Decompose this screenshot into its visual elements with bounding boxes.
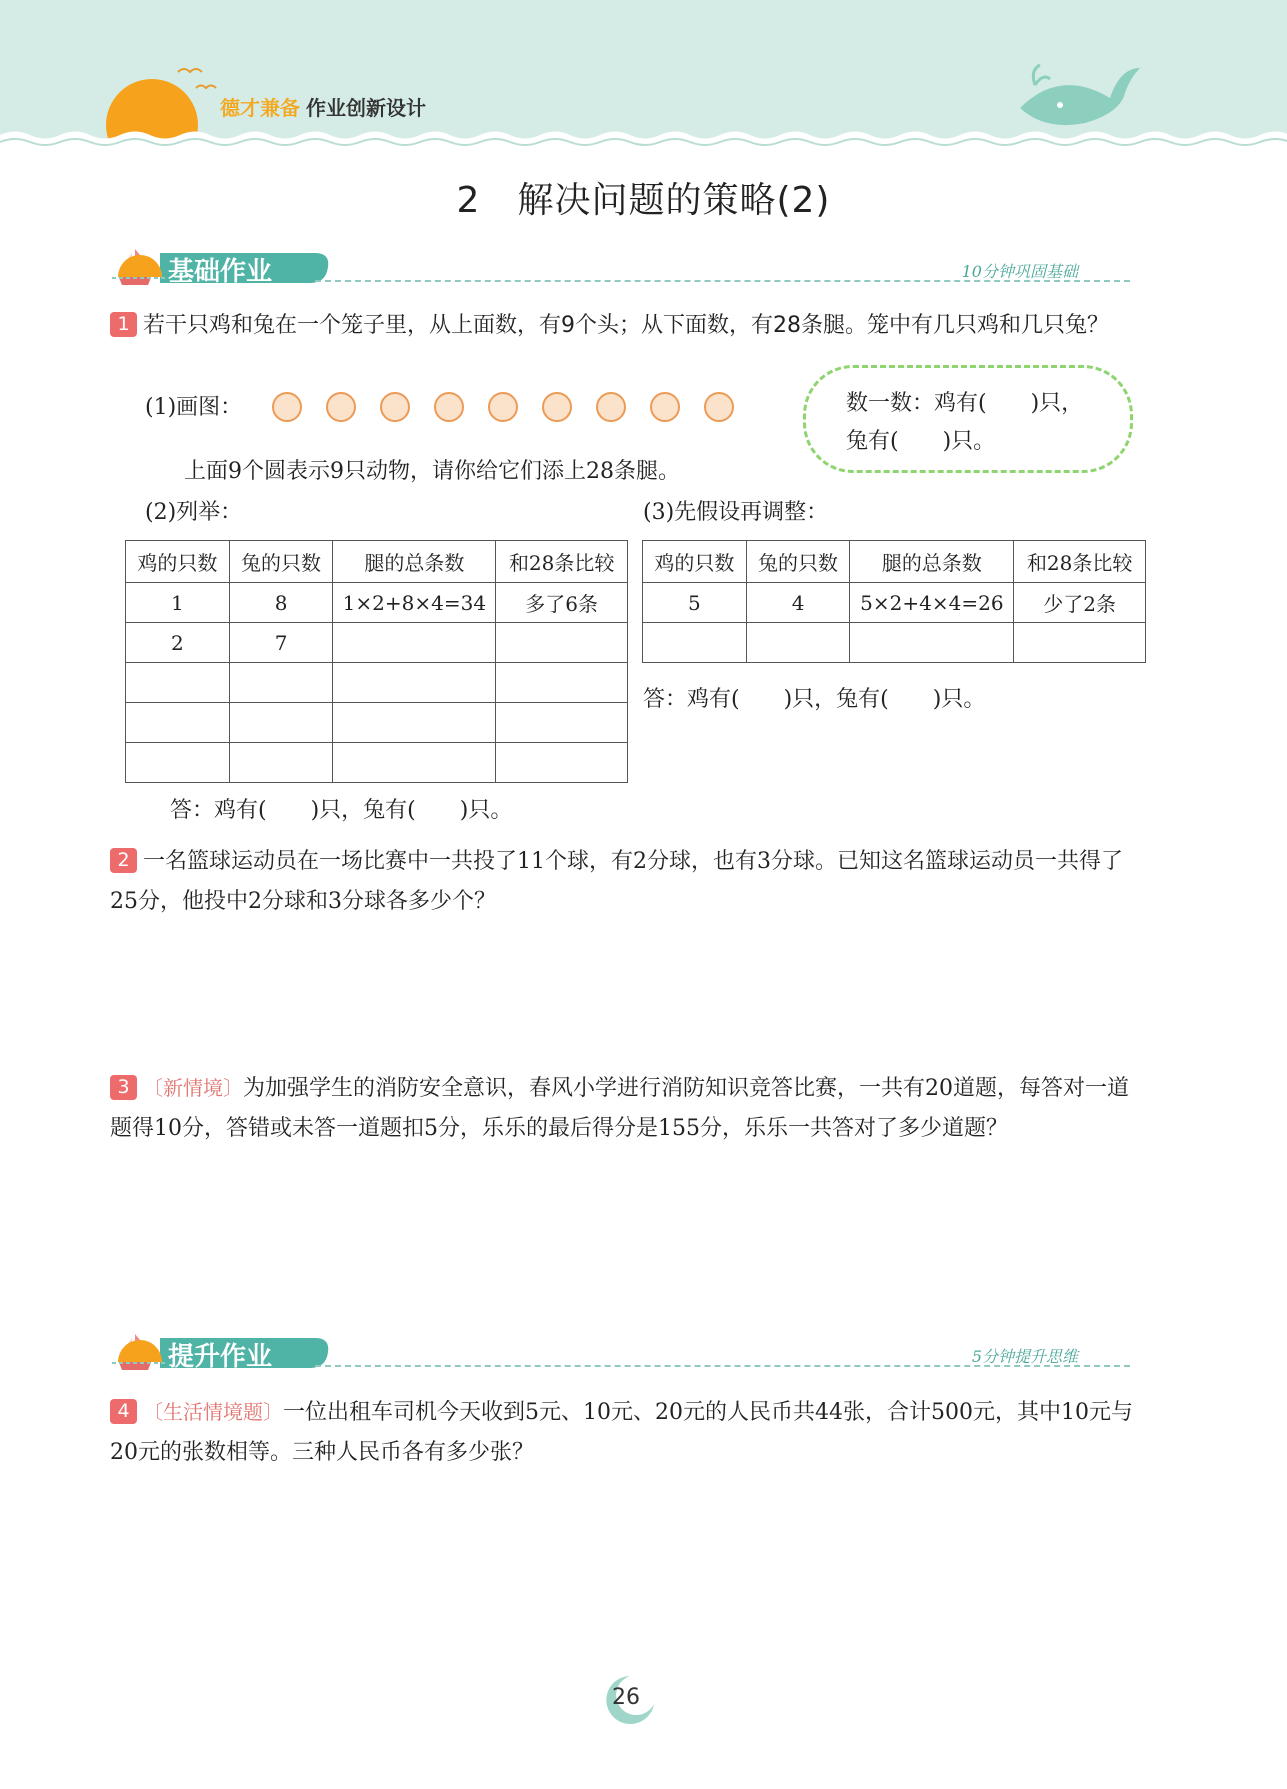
table-cell[interactable] bbox=[126, 663, 230, 703]
count-bubble bbox=[803, 365, 1133, 473]
animal-circle bbox=[542, 392, 572, 422]
q1-answer-list: 答：鸡有( )只，兔有( )只。 bbox=[170, 798, 513, 823]
q3-text bbox=[110, 1068, 1150, 1149]
table-cell[interactable] bbox=[229, 663, 333, 703]
assume-table-row bbox=[643, 623, 1146, 663]
table-header-cell: 腿的总条数 bbox=[333, 541, 496, 583]
table-cell[interactable] bbox=[126, 743, 230, 783]
section-label-advanced: 提升作业 bbox=[168, 1342, 273, 1372]
bubble-line-2: 兔有( )只。 bbox=[846, 429, 996, 454]
list-table bbox=[125, 540, 628, 783]
q4-text bbox=[110, 1392, 1150, 1473]
table-cell: 1×2+8×4=34 bbox=[333, 583, 496, 623]
table-cell: 8 bbox=[229, 583, 333, 623]
brand-colored: 德才兼备 bbox=[220, 96, 300, 120]
table-cell[interactable] bbox=[229, 743, 333, 783]
animal-circle bbox=[704, 392, 734, 422]
assume-table bbox=[642, 540, 1146, 663]
table-header-cell: 和28条比较 bbox=[496, 541, 628, 583]
q1-text bbox=[110, 306, 1150, 346]
q1-number: 1 bbox=[110, 312, 137, 337]
brand-rest: 作业创新设计 bbox=[306, 96, 426, 120]
table-cell[interactable] bbox=[1014, 623, 1146, 663]
table-cell[interactable] bbox=[496, 623, 628, 663]
section-bar-advanced bbox=[110, 1330, 1150, 1380]
page-title: 2 解决问题的策略(2) bbox=[456, 180, 831, 221]
table-cell[interactable] bbox=[126, 703, 230, 743]
animal-circle bbox=[434, 392, 464, 422]
table-cell: 2 bbox=[126, 623, 230, 663]
animal-circle bbox=[326, 392, 356, 422]
whale-icon bbox=[1020, 65, 1140, 125]
sunset-icon bbox=[110, 245, 170, 285]
bubble-line-1: 数一数：鸡有( )只， bbox=[846, 391, 1084, 416]
animal-circle bbox=[488, 392, 518, 422]
table-cell: 7 bbox=[229, 623, 333, 663]
animal-circle bbox=[380, 392, 410, 422]
q4-prompt: 一位出租车司机今天收到5元、10元、20元的人民币共44张，合计500元，其中10元与20元的张数相等。三种人民币各有多少张？ bbox=[110, 1400, 1133, 1465]
animal-circle bbox=[650, 392, 680, 422]
q3-number: 3 bbox=[110, 1075, 137, 1100]
section-label-basic: 基础作业 bbox=[168, 257, 273, 287]
q1-answer-assume: 答：鸡有( )只，兔有( )只。 bbox=[643, 687, 986, 712]
page-number-text: 26 bbox=[612, 1685, 640, 1710]
section-bar-basic bbox=[110, 245, 1150, 295]
list-table-row bbox=[126, 703, 628, 743]
table-cell[interactable] bbox=[333, 663, 496, 703]
assume-table-row bbox=[643, 583, 1146, 623]
q4-number: 4 bbox=[110, 1399, 137, 1424]
table-cell[interactable] bbox=[496, 703, 628, 743]
list-table-row bbox=[126, 743, 628, 783]
page-number bbox=[600, 1670, 660, 1730]
section-hint-advanced: 5分钟提升思维 bbox=[971, 1347, 1078, 1366]
q2-prompt: 一名篮球运动员在一场比赛中一共投了11个球，有2分球，也有3分球。已知这名篮球运动员一共得了25分，他投中2分球和3分球各多少个？ bbox=[110, 849, 1123, 914]
table-cell: 1 bbox=[126, 583, 230, 623]
table-cell: 5×2+4×4=26 bbox=[850, 583, 1014, 623]
table-cell: 少了2条 bbox=[1014, 583, 1146, 623]
section-hint-basic: 10分钟巩固基础 bbox=[961, 262, 1078, 281]
table-header-cell: 腿的总条数 bbox=[850, 541, 1014, 583]
animal-circle bbox=[596, 392, 626, 422]
table-cell[interactable] bbox=[850, 623, 1014, 663]
q3-tag: 〔新情境〕 bbox=[143, 1076, 243, 1100]
table-cell[interactable] bbox=[333, 623, 496, 663]
table-cell[interactable] bbox=[333, 703, 496, 743]
q3-prompt: 为加强学生的消防安全意识，春风小学进行消防知识竞答比赛，一共有20道题，每答对一道题得10分，答错或未答一道题扣5分，乐乐的最后得分是155分，乐乐一共答对了多少道题？ bbox=[110, 1076, 1129, 1141]
table-cell: 5 bbox=[643, 583, 747, 623]
q2-number: 2 bbox=[110, 848, 137, 873]
table-header-cell: 鸡的只数 bbox=[643, 541, 747, 583]
table-cell[interactable] bbox=[746, 623, 850, 663]
list-table-row bbox=[126, 583, 628, 623]
q4-tag: 〔生活情境题〕 bbox=[143, 1400, 283, 1424]
table-cell[interactable] bbox=[333, 743, 496, 783]
list-table-row bbox=[126, 663, 628, 703]
table-header-cell: 鸡的只数 bbox=[126, 541, 230, 583]
q1-draw-label: (1)画图： bbox=[145, 395, 243, 420]
list-table-row bbox=[126, 623, 628, 663]
table-header-cell: 兔的只数 bbox=[229, 541, 333, 583]
sunset-icon bbox=[110, 1330, 170, 1370]
q1-list-label: (2)列举： bbox=[145, 500, 243, 525]
animal-circle bbox=[272, 392, 302, 422]
table-cell[interactable] bbox=[643, 623, 747, 663]
table-cell[interactable] bbox=[229, 703, 333, 743]
q1-assume-label: (3)先假设再调整： bbox=[643, 500, 829, 525]
table-header-cell: 和28条比较 bbox=[1014, 541, 1146, 583]
table-cell[interactable] bbox=[496, 663, 628, 703]
brand bbox=[220, 92, 426, 121]
header-decoration bbox=[0, 0, 1287, 160]
table-header-cell: 兔的只数 bbox=[746, 541, 850, 583]
table-cell[interactable] bbox=[496, 743, 628, 783]
q2-text bbox=[110, 842, 1150, 922]
table-cell: 多了6条 bbox=[496, 583, 628, 623]
q1-prompt: 若干只鸡和兔在一个笼子里，从上面数，有9个头；从下面数，有28条腿。笼中有几只鸡和几只兔？ bbox=[143, 313, 1109, 338]
q1-draw-hint: 上面9个圆表示9只动物，请你给它们添上28条腿。 bbox=[184, 459, 680, 484]
table-cell: 4 bbox=[746, 583, 850, 623]
